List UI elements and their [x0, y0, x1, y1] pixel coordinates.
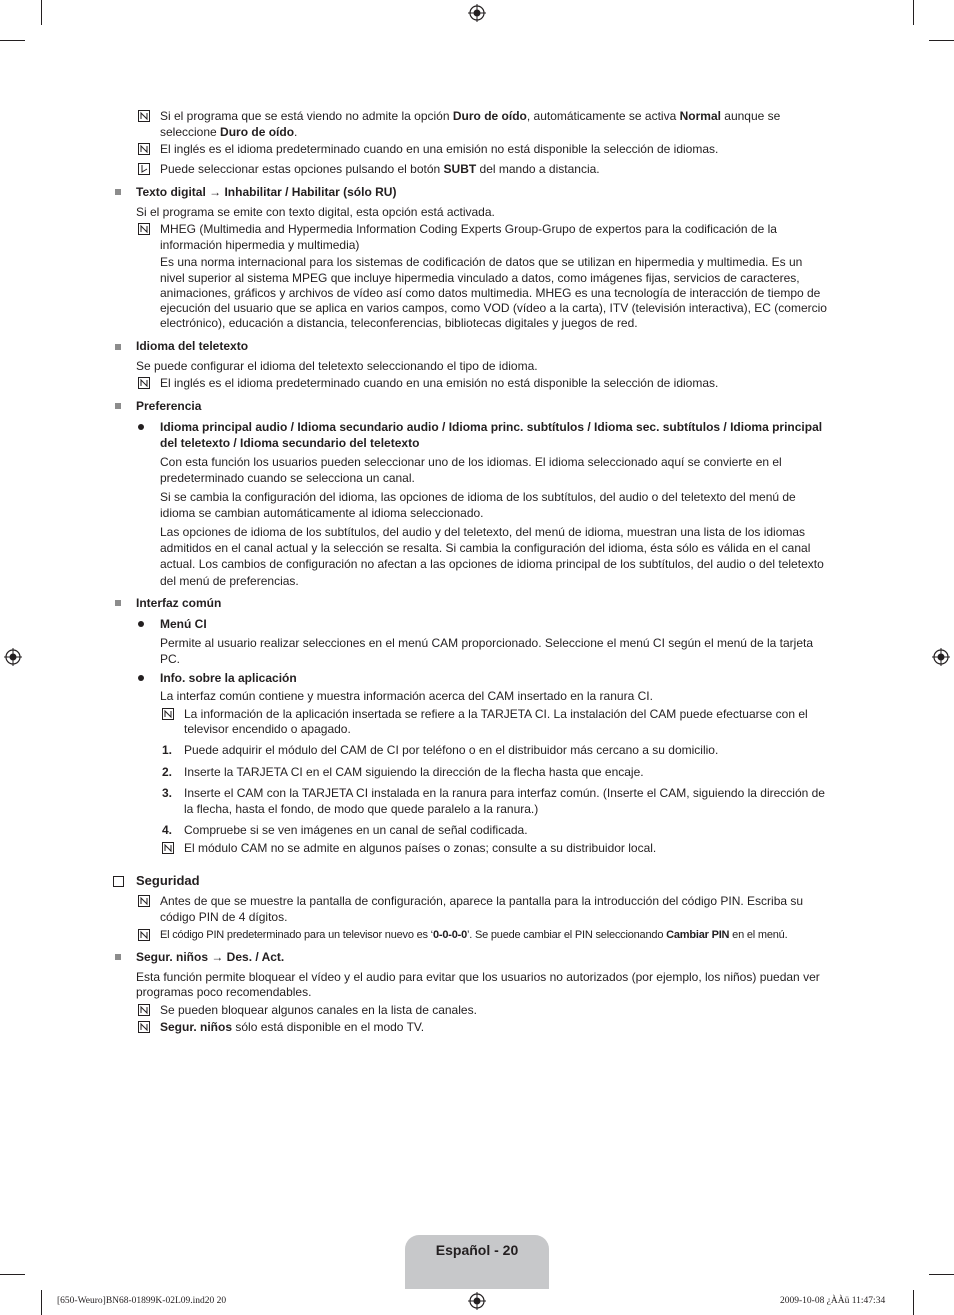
section-heading: Idioma del teletexto [136, 339, 249, 353]
crop-mark [0, 40, 25, 41]
note-icon [138, 377, 150, 389]
note-icon [162, 842, 174, 854]
section-bullet [115, 954, 121, 960]
body-text: actual. Los cambios de configuración no afectan a las opciones de idioma principal de los subtítulos, del audio o del teletexto [160, 557, 824, 571]
note-icon [138, 895, 150, 907]
registration-mark-icon [932, 648, 950, 666]
registration-mark-icon [4, 648, 22, 666]
note-text: Puede seleccionar estas opciones pulsando el botón SUBT del mando a distancia. [160, 162, 600, 176]
body-text: ejecución del usuario que se aplica en varios campos, como VOD (vídeo a la carta), ITV (televisión interactiva), EC (comercio [160, 301, 827, 315]
body-text: Si se cambia la configuración del idioma, las opciones de idioma de los subtítulos, del audio o del teletexto del menú de [160, 490, 796, 504]
note-text: El inglés es el idioma predeterminado cuando en una emisión no está disponible la selección de idiomas. [160, 142, 719, 156]
body-text: Si el programa se emite con texto digital, esta opción está activada. [136, 205, 495, 219]
bullet-heading: del teletexto / Idioma secundario del teletexto [160, 436, 420, 450]
crop-mark [929, 1274, 954, 1275]
print-slug-right: 2009-10-08 ¿ÀÀü 11:47:34 [780, 1296, 886, 1306]
body-text: animaciones, gráficos y archivos de vídeo así como datos multimedia. MHEG es una tecnología de interacción de tiempo de [160, 286, 821, 300]
step-number: 2. [162, 765, 173, 779]
body-text: idioma se cambian automáticamente al idioma seleccionado. [160, 506, 484, 520]
note-icon [138, 223, 150, 235]
crop-mark [41, 1290, 42, 1315]
note-text: MHEG (Multimedia and Hypermedia Information Coding Experts Group-Grupo de expertos para la codificación de la [160, 222, 777, 236]
list-bullet [138, 621, 144, 627]
body-text: Con esta función los usuarios pueden seleccionar uno de los idiomas. El idioma seleccionado aquí se convierte en el [160, 455, 782, 469]
section-heading: Interfaz común [136, 596, 222, 610]
registration-mark-icon [468, 1292, 486, 1310]
step-number: 3. [162, 786, 173, 800]
note-text: información hipermedia y multimedia) [160, 238, 360, 252]
note-text: El módulo CAM no se admite en algunos países o zonas; consulte a su distribuidor local. [184, 841, 657, 855]
section-heading: Preferencia [136, 399, 202, 413]
note-icon [138, 1021, 150, 1033]
body-text: Se puede configurar el idioma del teletexto seleccionando el tipo de idioma. [136, 359, 538, 373]
note-icon [138, 110, 150, 122]
step-text: Inserte el CAM con la TARJETA CI instalada en la ranura para interfaz común. (Inserte el CAM, siguiendo la dirección de [184, 786, 825, 800]
note-icon [162, 708, 174, 720]
body-text: Permite al usuario realizar selecciones en el menú CAM proporcionado. Seleccione el menú CI según el menú de la tarjeta [160, 636, 814, 650]
note-icon [138, 929, 150, 941]
section-title: Seguridad [136, 873, 200, 888]
body-text: nivel superior al sistema MPEG que incluye hipermedia vinculado a datos, como imágenes fijas, servicios de caracteres, [160, 271, 800, 285]
note-text: seleccione Duro de oído. [160, 125, 298, 139]
body-text: electrónico), educación a distancia, teleconferencias, bibliotecas digitales y juegos de red. [160, 316, 638, 330]
body-text: admitidos en el canal actual y la selección se resalta. Si cambia la configuración del idioma, ésta sólo es válida en el canal [160, 541, 811, 555]
crop-mark [929, 40, 954, 41]
step-text: la flecha, hasta el fondo, de modo que quede paralelo a la ranura.) [184, 802, 539, 816]
body-text: Es una norma internacional para los sistemas de codificación de datos que se utilizan en hipermedia y multimedia. Es un [160, 255, 803, 269]
print-slug-left: [650-Weuro]BN68-01899K-02L09.ind20 20 [57, 1296, 227, 1306]
section-checkbox-bullet [113, 876, 124, 887]
step-text: Compruebe si se ven imágenes en un canal de señal codificada. [184, 823, 528, 837]
body-text: del menú de preferencias. [160, 574, 299, 588]
crop-mark [913, 0, 914, 25]
note-text: código PIN de 4 dígitos. [160, 910, 288, 924]
step-text: Puede adquirir el módulo del CAM de CI por teléfono o en el distribuidor más cercano a su domicilio. [184, 743, 719, 757]
body-text: Las opciones de idioma de los subtítulos, del audio y del teletexto, del menú de idioma, muestran una lista de los idiomas [160, 525, 806, 539]
note-text: El inglés es el idioma predeterminado cuando en una emisión no está disponible la selección de idiomas. [160, 376, 719, 390]
section-bullet [115, 344, 121, 350]
registration-mark-icon [468, 4, 486, 22]
note-text: Se pueden bloquear algunos canales en la lista de canales. [160, 1003, 477, 1017]
bullet-heading: Menú CI [160, 617, 207, 631]
step-number: 4. [162, 823, 173, 837]
note-text: Segur. niños sólo está disponible en el modo TV. [160, 1020, 425, 1034]
body-text: Esta función permite bloquear el vídeo y el audio para evitar que los usuarios no autorizados (por ejemplo, los niños) puedan ver [136, 970, 820, 984]
remote-note-icon [138, 163, 150, 175]
section-bullet [115, 403, 121, 409]
section-heading: Texto digital → Inhabilitar / Habilitar (sólo RU) [136, 185, 397, 199]
crop-mark [913, 1290, 914, 1315]
step-text: Inserte la TARJETA CI en el CAM siguiendo la dirección de la flecha hasta que encaje. [184, 765, 644, 779]
note-icon [138, 1004, 150, 1016]
crop-mark [41, 0, 42, 25]
list-bullet [138, 424, 144, 430]
page-number: Español - 20 [435, 1242, 519, 1258]
body-text: PC. [160, 652, 181, 666]
bullet-heading: Idioma principal audio / Idioma secundario audio / Idioma princ. subtítulos / Idioma sec. subtítulos / Idioma principal [160, 420, 823, 434]
crop-mark [0, 1274, 25, 1275]
note-text: El código PIN predeterminado para un televisor nuevo es ‘0-0-0-0’. Se puede cambiar el PIN seleccionando Cambiar PIN en el menú. [160, 929, 788, 941]
body-text: La interfaz común contiene y muestra información acerca del CAM insertado en la ranura CI. [160, 689, 653, 703]
body-text: predeterminado cuando se selecciona un canal. [160, 471, 415, 485]
note-text: televisor encendido o apagado. [184, 722, 351, 736]
section-bullet [115, 600, 121, 606]
note-text: Antes de que se muestre la pantalla de configuración, aparece la pantalla para la introducción del código PIN. Escriba su [160, 894, 804, 908]
bullet-heading: Info. sobre la aplicación [160, 671, 297, 685]
step-number: 1. [162, 743, 173, 757]
note-text: Si el programa que se está viendo no admite la opción Duro de oído, automáticamente se activa Normal aunque se [160, 109, 781, 123]
body-text: programas poco recomendables. [136, 985, 312, 999]
note-icon [138, 143, 150, 155]
list-bullet [138, 675, 144, 681]
note-text: La información de la aplicación insertada se refiere a la TARJETA CI. La instalación del CAM puede efectuarse con el [184, 707, 808, 721]
section-heading: Segur. niños → Des. / Act. [136, 950, 285, 964]
section-bullet [115, 189, 121, 195]
